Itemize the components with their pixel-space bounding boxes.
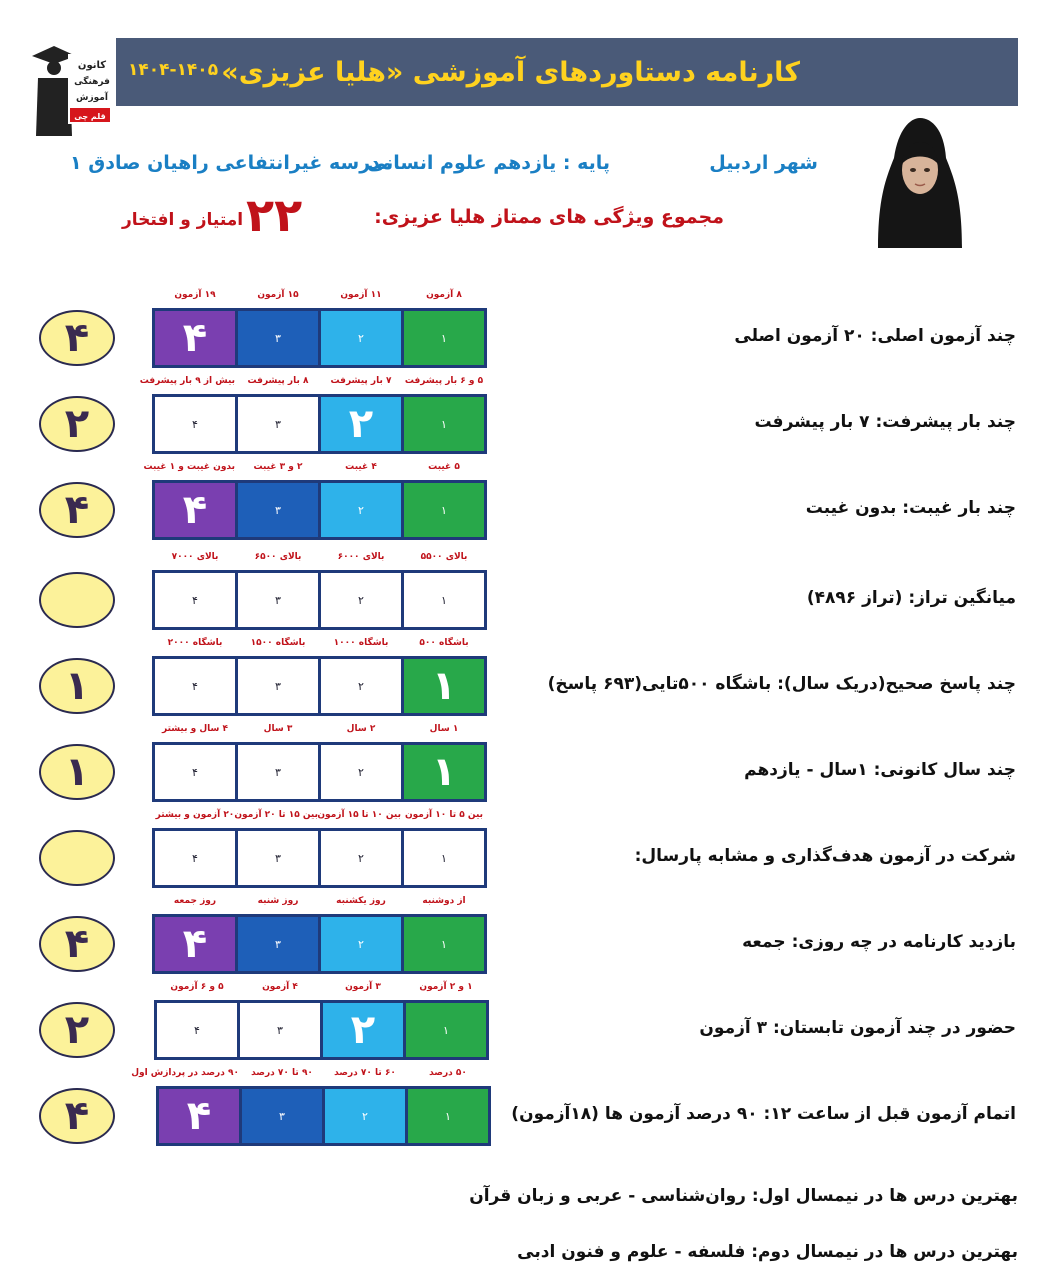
level-cell: ۳	[238, 659, 318, 713]
level-cell: ۲	[321, 397, 401, 451]
level-cell: ۳	[238, 397, 318, 451]
criterion-caption: ۱ سال	[429, 724, 459, 734]
criterion-caption: ۳ آزمون	[345, 982, 381, 992]
criterion-caption: بالای ۶۰۰۰	[337, 552, 385, 562]
level-cell: ۲	[321, 483, 401, 537]
level-cell: ۴	[155, 831, 235, 885]
level-cell: ۲	[321, 745, 401, 799]
criterion-caption: روز جمعه	[173, 896, 217, 906]
criterion-caption: ۷ بار پیشرفت	[330, 376, 392, 386]
level-cell: ۱	[404, 311, 484, 365]
level-cell: ۴	[155, 573, 235, 627]
level-bar	[152, 480, 487, 540]
criterion-caption: ۱ و ۲ آزمون	[419, 982, 473, 992]
criterion-caption: ۸ بار پیشرفت	[247, 376, 309, 386]
criterion-label: حضور در چند آزمون تابستان: ۳ آزمون	[699, 1018, 1016, 1038]
level-cell: ۴	[155, 397, 235, 451]
criterion-caption: باشگاه ۱۵۰۰	[250, 638, 306, 648]
level-cell: ۴	[159, 1089, 239, 1143]
criterion-caption: ۹۰ تا ۷۰ درصد	[251, 1068, 313, 1078]
score-badge: ۲	[39, 396, 115, 452]
level-cell: ۳	[242, 1089, 322, 1143]
level-cell: ۴	[155, 659, 235, 713]
level-cell: ۱	[408, 1089, 488, 1143]
criterion-caption: ۳ سال	[263, 724, 293, 734]
level-cell: ۳	[238, 311, 318, 365]
score-badge	[39, 572, 115, 628]
level-bar	[152, 656, 487, 716]
criterion-label: میانگین تراز: (تراز ۴۸۹۶)	[806, 588, 1016, 608]
score-badge: ۴	[39, 1088, 115, 1144]
criterion-caption: ۵۰ درصد	[429, 1068, 467, 1078]
criterion-caption: ۲۰ آزمون و بیشتر	[155, 810, 235, 820]
level-bar	[152, 914, 487, 974]
criterion-label: شرکت در آزمون هدف‌گذاری و مشابه پارسال:	[634, 846, 1016, 866]
level-cell: ۱	[404, 659, 484, 713]
criterion-caption: روز یکشنبه	[336, 896, 386, 906]
criterion-caption: ۶۰ تا ۷۰ درصد	[334, 1068, 396, 1078]
criterion-label: چند آزمون اصلی: ۲۰ آزمون اصلی	[734, 326, 1016, 346]
total-score: ۲۲	[246, 188, 303, 242]
kanoon-logo	[28, 40, 118, 140]
level-cell: ۴	[155, 745, 235, 799]
criterion-caption: بین ۱۰ تا ۱۵ آزمون	[317, 810, 401, 820]
level-cell: ۳	[238, 745, 318, 799]
score-badge: ۴	[39, 310, 115, 366]
criterion-caption: بین ۵ تا ۱۰ آزمون	[404, 810, 484, 820]
summary-label: مجموع ویژگی های ممتاز هلیا عزیزی:	[374, 206, 724, 228]
score-badge: ۲	[39, 1002, 115, 1058]
score-badge: ۱	[39, 658, 115, 714]
total-score-label: امتیاز و افتخار	[122, 210, 244, 230]
level-cell: ۲	[325, 1089, 405, 1143]
criterion-caption: بالای ۷۰۰۰	[171, 552, 219, 562]
score-badge	[39, 830, 115, 886]
score-badge: ۴	[39, 916, 115, 972]
level-cell: ۲	[321, 917, 401, 971]
criterion-caption: بالای ۶۵۰۰	[254, 552, 302, 562]
level-cell: ۳	[240, 1003, 320, 1057]
level-cell: ۳	[238, 483, 318, 537]
level-bar	[152, 570, 487, 630]
criterion-caption: باشگاه ۱۰۰۰	[333, 638, 389, 648]
criterion-label: چند بار غیبت: بدون غیبت	[805, 498, 1016, 518]
criterion-caption: بیش از ۹ بار پیشرفت	[139, 376, 235, 386]
level-bar	[152, 308, 487, 368]
level-cell: ۲	[323, 1003, 403, 1057]
criterion-caption: باشگاه ۲۰۰۰	[167, 638, 223, 648]
level-bar	[152, 828, 487, 888]
level-cell: ۱	[404, 483, 484, 537]
level-bar	[156, 1086, 491, 1146]
header-banner	[116, 38, 1018, 106]
level-cell: ۲	[321, 311, 401, 365]
best-subjects-semester-1: بهترین درس ها در نیمسال اول: روان‌شناسی - عربی و زبان قرآن	[469, 1186, 1018, 1206]
criterion-caption: ۵ غیبت	[428, 462, 460, 472]
level-cell: ۴	[155, 483, 235, 537]
criterion-label: چند پاسخ صحیح(دریک سال): باشگاه ۵۰۰تایی(۶۹۳ پاسخ)	[547, 674, 1016, 694]
score-badge: ۴	[39, 482, 115, 538]
logo-line-2: فرهنگی	[74, 77, 110, 87]
level-cell: ۳	[238, 831, 318, 885]
criterion-label: اتمام آزمون قبل از ساعت ۱۲: ۹۰ درصد آزمون ها (۱۸آزمون)	[511, 1104, 1016, 1124]
criterion-label: بازدید کارنامه در چه روزی: جمعه	[742, 932, 1016, 952]
criterion-caption: بدون غیبت و ۱ غیبت	[143, 462, 235, 472]
logo-line-4: قلم چی	[74, 112, 106, 121]
criterion-caption: ۴ سال و بیشتر	[161, 724, 229, 734]
level-cell: ۴	[157, 1003, 237, 1057]
score-badge: ۱	[39, 744, 115, 800]
criterion-caption: بین ۱۵ تا ۲۰ آزمون	[234, 810, 318, 820]
level-cell: ۴	[155, 917, 235, 971]
criterion-caption: ۲ و ۳ غیبت	[253, 462, 303, 472]
school-name: مدرسه غیرانتفاعی راهیان صادق ۱	[70, 152, 393, 174]
grade: پایه : یازدهم علوم انسانی	[366, 152, 610, 174]
school-year: ۱۴۰۴-۱۴۰۵	[128, 60, 219, 80]
level-cell: ۲	[321, 573, 401, 627]
level-cell: ۳	[238, 573, 318, 627]
criterion-caption: باشگاه ۵۰۰	[419, 638, 469, 648]
level-bar	[152, 742, 487, 802]
level-bar	[154, 1000, 489, 1060]
criterion-caption: ۵ و ۶ آزمون	[170, 982, 224, 992]
criterion-caption: از دوشنبه	[422, 896, 466, 906]
student-photo	[870, 108, 970, 248]
criterion-caption: ۱۵ آزمون	[257, 290, 299, 300]
level-cell: ۱	[404, 397, 484, 451]
criterion-caption: ۱۱ آزمون	[340, 290, 382, 300]
city: شهر اردبیل	[709, 152, 818, 174]
logo-line-3: آموزش	[76, 93, 108, 103]
level-cell: ۲	[321, 831, 401, 885]
criterion-caption: ۹۰ درصد در پردازش اول	[131, 1068, 239, 1078]
level-cell: ۱	[404, 917, 484, 971]
level-cell: ۱	[404, 745, 484, 799]
level-cell: ۴	[155, 311, 235, 365]
level-cell: ۲	[321, 659, 401, 713]
criterion-caption: ۲ سال	[346, 724, 376, 734]
criterion-caption: ۵ و ۶ بار پیشرفت	[404, 376, 484, 386]
criterion-caption: روز شنبه	[257, 896, 299, 906]
criterion-caption: ۸ آزمون	[426, 290, 462, 300]
level-cell: ۱	[406, 1003, 486, 1057]
logo-line-1: کانون	[77, 60, 107, 71]
level-bar	[152, 394, 487, 454]
criterion-caption: ۱۹ آزمون	[174, 290, 216, 300]
level-cell: ۳	[238, 917, 318, 971]
criterion-caption: بالای ۵۵۰۰	[420, 552, 468, 562]
criterion-caption: ۴ آزمون	[262, 982, 298, 992]
criterion-label: چند سال کانونی: ۱سال - یازدهم	[744, 760, 1016, 780]
page-title: کارنامه دستاوردهای آموزشی «هلیا عزیزی»	[221, 56, 800, 88]
level-cell: ۱	[404, 831, 484, 885]
level-cell: ۱	[404, 573, 484, 627]
criterion-label: چند بار پیشرفت: ۷ بار پیشرفت	[754, 412, 1016, 432]
criterion-caption: ۴ غیبت	[345, 462, 377, 472]
best-subjects-semester-2: بهترین درس ها در نیمسال دوم: فلسفه - علوم و فنون ادبی	[517, 1242, 1018, 1262]
